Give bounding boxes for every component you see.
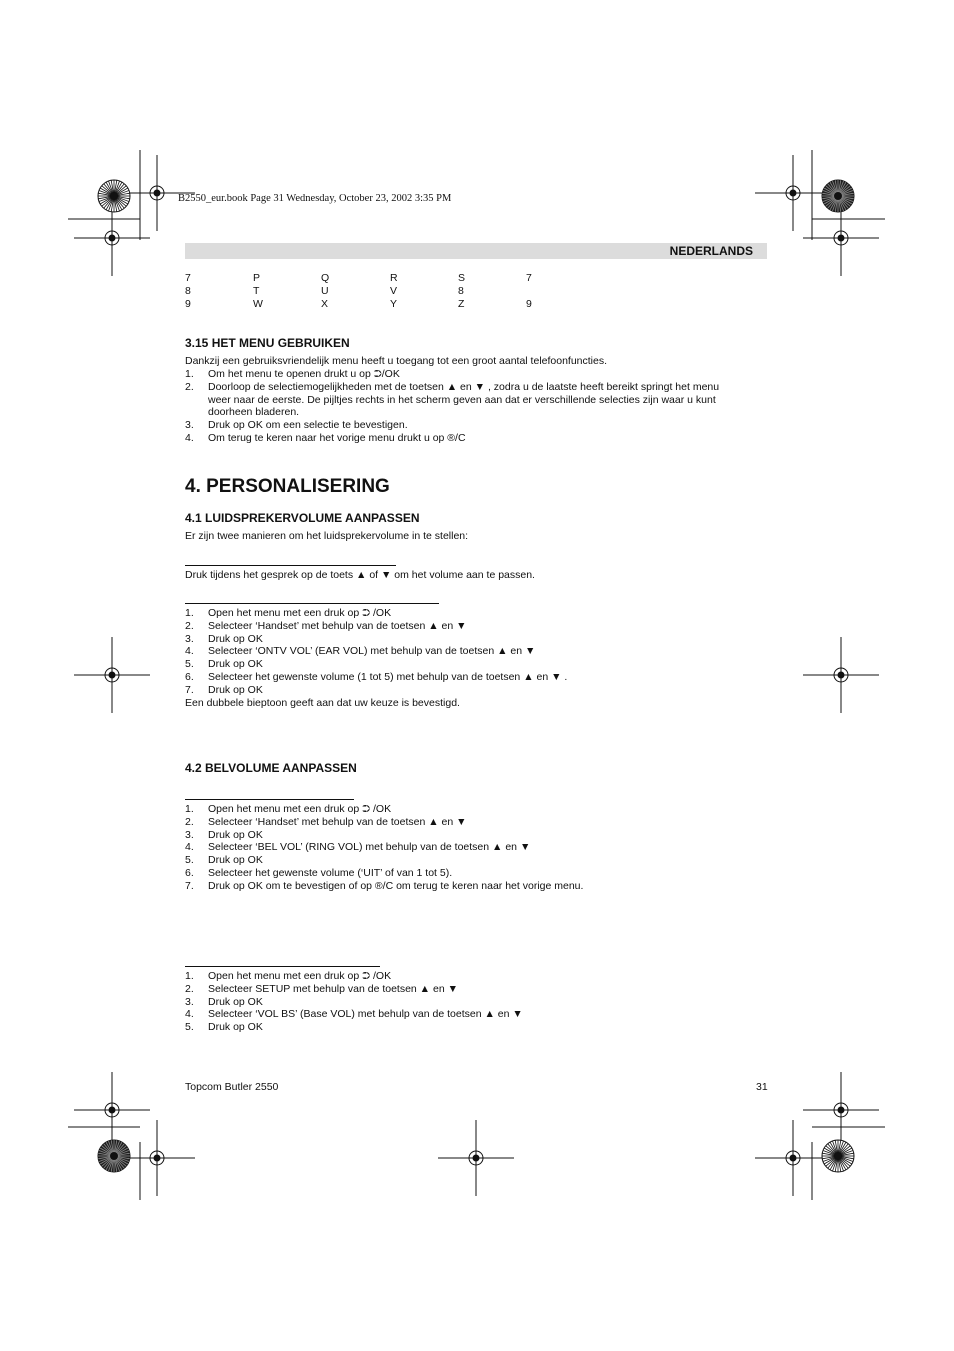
list-item-number: 1. [185,970,194,982]
list-item: Om het menu te openen drukt u op ⮊/OK [208,368,400,380]
list-item-number: 7. [185,879,194,892]
during-call-text: Druk tijdens het gesprek op de toets ▲ of ▼ om het volume aan te passen. [185,569,535,581]
key-table-cell: P [253,272,261,284]
footer-product: Topcom Butler 2550 [185,1081,279,1093]
list-item-number: 7. [185,683,194,696]
list-item: Selecteer SETUP met behulp van de toetsen ▲ en ▼ [208,982,458,995]
list-item-number: 6. [185,867,194,879]
key-table-cell: W [253,298,263,310]
list-item-number: 4. [185,432,194,444]
key-table-cell: U [321,285,329,297]
list-item-number: 3. [185,828,194,841]
book-header: B2550_eur.book Page 31 Wednesday, October 23, 2002 3:35 PM [178,193,452,204]
list-item-number: 5. [185,658,194,671]
key-table-cell: X [321,298,329,310]
language-bar [185,243,767,259]
list-item-number: 1. [185,368,194,380]
language-label: NEDERLANDS [669,244,753,258]
key-table-cell: Q [321,272,330,284]
list-item: Selecteer ‘ONTV VOL’ (EAR VOL) met behulp van de toetsen ▲ en ▼ [208,645,536,658]
list-item-number: 3. [185,995,194,1008]
list-item: Druk op OK [208,658,263,671]
color-wheel-mark-icon [821,1139,855,1178]
list-item: Selecteer ‘VOL BS’ (Base VOL) met behulp van de toetsen ▲ en ▼ [208,1008,523,1021]
list-item: Open het menu met een druk op ⮊ /OK [208,803,392,815]
color-wheel-mark-icon [821,179,855,218]
crosshair-mark-icon [436,1118,516,1203]
key-table-cell: 9 [526,298,532,310]
rule [185,603,439,604]
key-table-cell: 7 [526,272,532,284]
rule [185,565,396,566]
list-item-number: 5. [185,854,194,867]
list-item: Druk op OK om een selectie te bevestigen. [208,419,408,432]
section-4-2-title: 4.2 BELVOLUME AANPASSEN [185,761,357,775]
list-item: Druk op OK [208,828,263,841]
section-4-1-outro: Een dubbele bieptoon geeft aan dat uw keuze is bevestigd. [185,697,460,709]
list-item: Selecteer het gewenste volume (‘UIT’ of van 1 tot 5). [208,867,453,879]
key-table-cell: V [390,285,398,297]
rule [185,799,354,800]
list-item-number: 2. [185,815,194,828]
footer-page-number: 31 [756,1081,768,1093]
key-table-cell: R [390,272,398,284]
list-item: Druk op OK [208,854,263,867]
list-item: Doorloop de selectiemogelijkheden met de toetsen ▲ en ▼ , zodra u de laatste heeft bereikt springt het menu [208,380,720,393]
list-item: doorheen bladeren. [208,406,300,419]
key-table-cell: 9 [185,298,191,310]
list-item: Om terug te keren naar het vorige menu drukt u op ®/C [208,432,466,444]
list-item-number: 4. [185,841,194,854]
list-item-number: 2. [185,619,194,632]
crosshair-mark-icon [72,635,152,720]
section-3-15-title: 3.15 HET MENU GEBRUIKEN [185,336,350,350]
key-table-cell: Z [458,298,465,310]
list-item: Selecteer ‘Handset’ met behulp van de toetsen ▲ en ▼ [208,815,467,828]
section-3-15-intro: Dankzij een gebruiksvriendelijk menu heeft u toegang tot een groot aantal telefoonfuncties. [185,355,608,367]
key-table-cell: Y [390,298,398,310]
list-item-number: 3. [185,632,194,645]
list-item: Open het menu met een druk op ⮊ /OK [208,607,392,619]
list-item: Druk op OK [208,1021,263,1034]
list-item-number: 2. [185,982,194,995]
list-item-number: 1. [185,803,194,815]
list-item-number: 4. [185,645,194,658]
list-item-number: 5. [185,1021,194,1034]
list-item-number: 6. [185,671,194,683]
section-4-1-title: 4.1 LUIDSPREKERVOLUME AANPASSEN [185,511,420,525]
key-table-cell: 7 [185,272,191,284]
section-4-1-intro: Er zijn twee manieren om het luidsprekervolume in te stellen: [185,530,469,542]
list-item: Selecteer het gewenste volume (1 tot 5) met behulp van de toetsen ▲ en ▼ . [208,671,568,683]
chapter-title: 4. PERSONALISERING [185,476,390,497]
key-table-cell: S [458,272,466,284]
list-item-number: 1. [185,607,194,619]
key-table-cell: 8 [458,285,464,297]
list-item-number: 3. [185,419,194,432]
list-item: Druk op OK [208,683,263,696]
list-item: Druk op OK [208,995,263,1008]
list-item: Druk op OK [208,632,263,645]
key-table-cell: T [253,285,260,297]
list-item-number: 4. [185,1008,194,1021]
color-wheel-mark-icon [97,1139,131,1178]
list-item-number: 2. [185,380,194,393]
list-item: Open het menu met een druk op ⮊ /OK [208,970,392,982]
list-item: Druk op OK om te bevestigen of op ®/C om terug te keren naar het vorige menu. [208,879,584,892]
color-wheel-mark-icon [97,179,131,218]
list-item: weer naar de eerste. De pijltjes rechts in het scherm geven aan dat er verschillende selecties zijn waar u kunt [208,393,716,406]
key-table-cell: 8 [185,285,191,297]
rule [185,966,380,967]
crosshair-mark-icon [801,635,881,720]
list-item: Selecteer ‘Handset’ met behulp van de toetsen ▲ en ▼ [208,619,467,632]
list-item: Selecteer ‘BEL VOL’ (RING VOL) met behulp van de toetsen ▲ en ▼ [208,841,531,854]
